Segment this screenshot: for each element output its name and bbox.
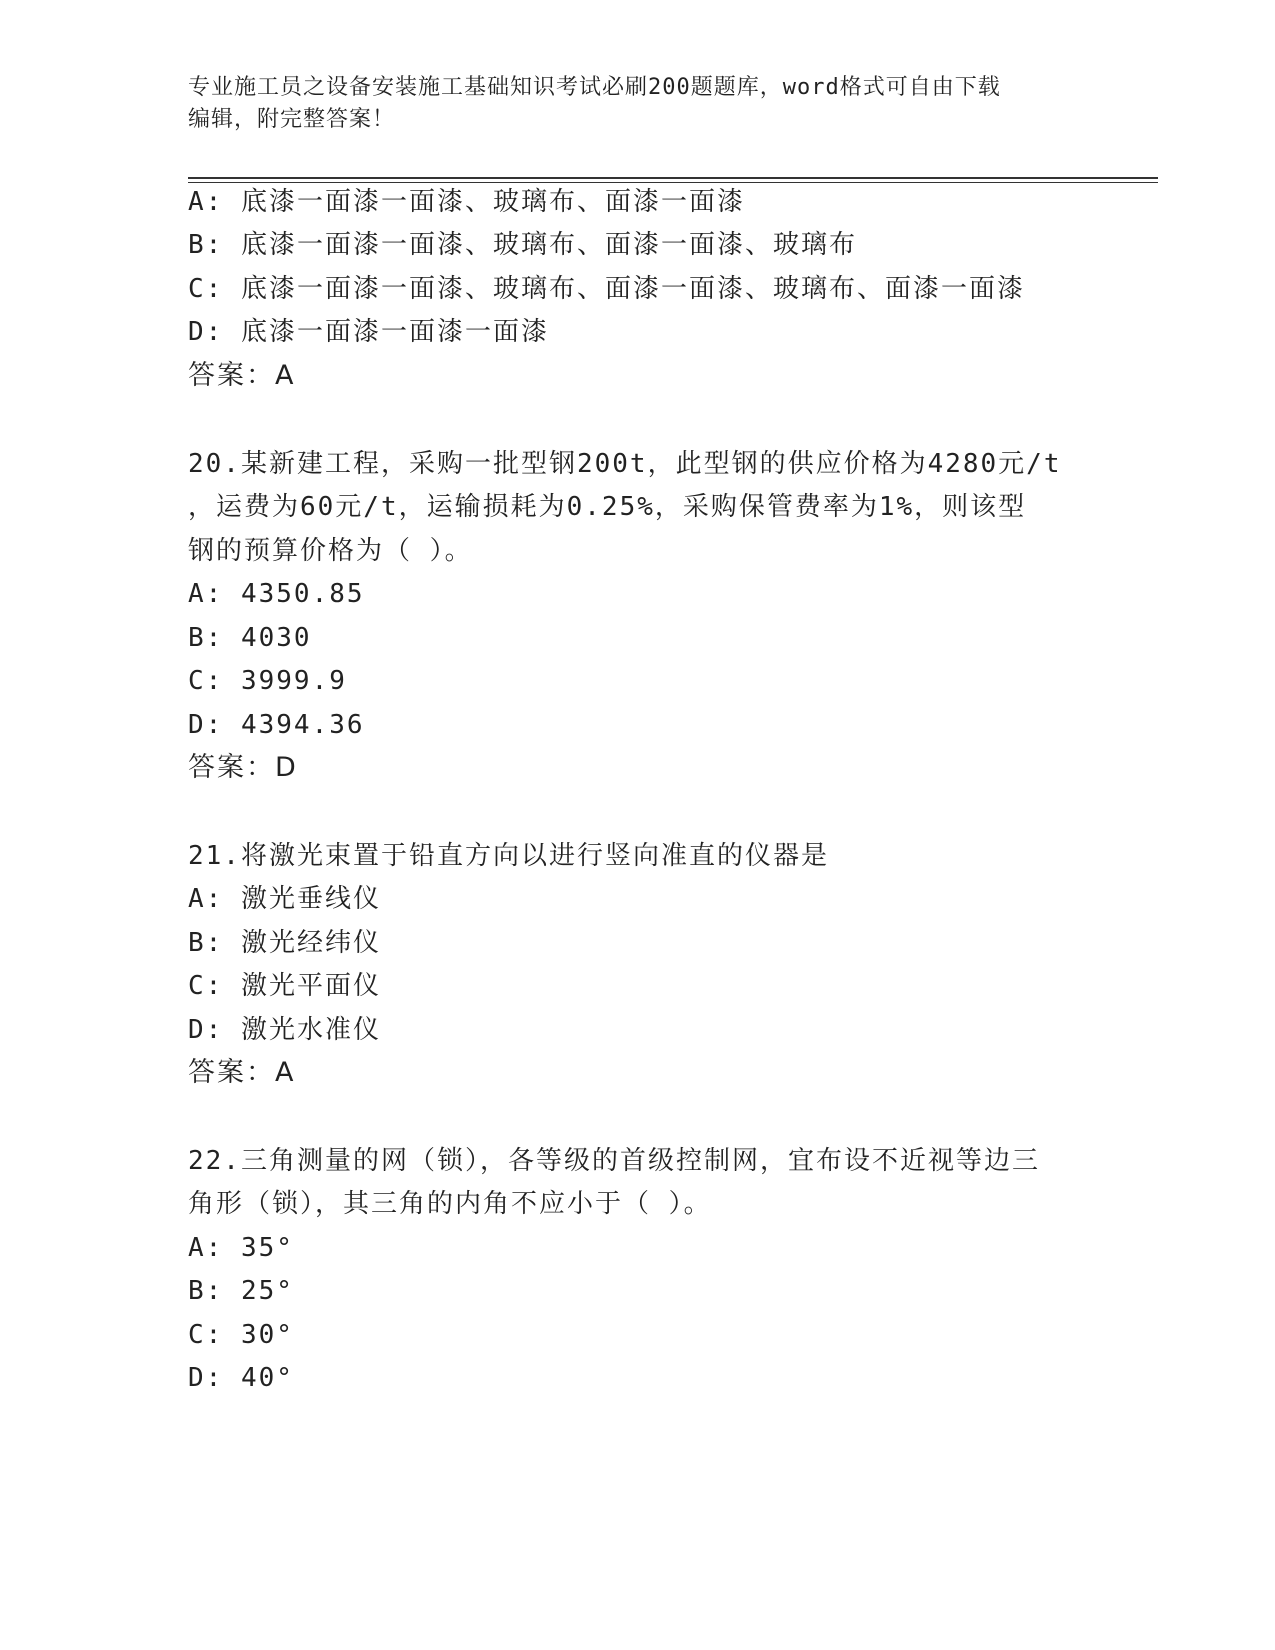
q20-stem-line-1: 20.某新建工程，采购一批型钢200t，此型钢的供应价格为4280元/t bbox=[188, 449, 1062, 479]
q20-option-c: C: 3999.9 bbox=[188, 666, 347, 696]
header-line-2: 编辑，附完整答案！ bbox=[188, 107, 396, 132]
header-line-1: 专业施工员之设备安装施工基础知识考试必刷200题题库，word格式可自由下载 bbox=[188, 75, 1001, 100]
q21-stem: 21.将激光束置于铅直方向以进行竖向准直的仪器是 bbox=[188, 841, 829, 871]
q19-option-c: C: 底漆一面漆一面漆、玻璃布、面漆一面漆、玻璃布、面漆一面漆 bbox=[188, 274, 1025, 304]
q20-stem-line-2: ，运费为60元/t，运输损耗为0.25%，采购保管费率为1%，则该型 bbox=[188, 492, 1027, 522]
q20-option-b: B: 4030 bbox=[188, 623, 312, 653]
q20-answer: 答案：D bbox=[188, 752, 298, 783]
header-divider-thin bbox=[188, 182, 1158, 183]
q21-answer: 答案：A bbox=[188, 1057, 296, 1088]
q21-option-c: C: 激光平面仪 bbox=[188, 971, 381, 1001]
q21-option-d: D: 激光水准仪 bbox=[188, 1015, 381, 1045]
q22-option-a: A: 35° bbox=[188, 1233, 294, 1263]
q22-option-b: B: 25° bbox=[188, 1276, 294, 1306]
q19-option-a: A: 底漆一面漆一面漆、玻璃布、面漆一面漆 bbox=[188, 187, 745, 217]
q21-option-b: B: 激光经纬仪 bbox=[188, 928, 381, 958]
q19-answer: 答案：A bbox=[188, 360, 296, 391]
q21-option-a: A: 激光垂线仪 bbox=[188, 884, 381, 914]
q19-option-d: D: 底漆一面漆一面漆一面漆 bbox=[188, 317, 549, 347]
q20-option-d: D: 4394.36 bbox=[188, 710, 365, 740]
document-header bbox=[188, 72, 1088, 136]
q20-option-a: A: 4350.85 bbox=[188, 579, 365, 609]
header-divider-thick bbox=[188, 177, 1158, 179]
q22-stem-line-2: 角形（锁），其三角的内角不应小于（ ）。 bbox=[188, 1189, 712, 1219]
q22-stem-line-1: 22.三角测量的网（锁），各等级的首级控制网，宜布设不近视等边三 bbox=[188, 1146, 1040, 1176]
q20-stem-line-3: 钢的预算价格为（ ）。 bbox=[188, 536, 473, 566]
q19-option-b: B: 底漆一面漆一面漆、玻璃布、面漆一面漆、玻璃布 bbox=[188, 230, 857, 260]
q22-option-d: D: 40° bbox=[188, 1363, 294, 1393]
q22-option-c: C: 30° bbox=[188, 1320, 294, 1350]
